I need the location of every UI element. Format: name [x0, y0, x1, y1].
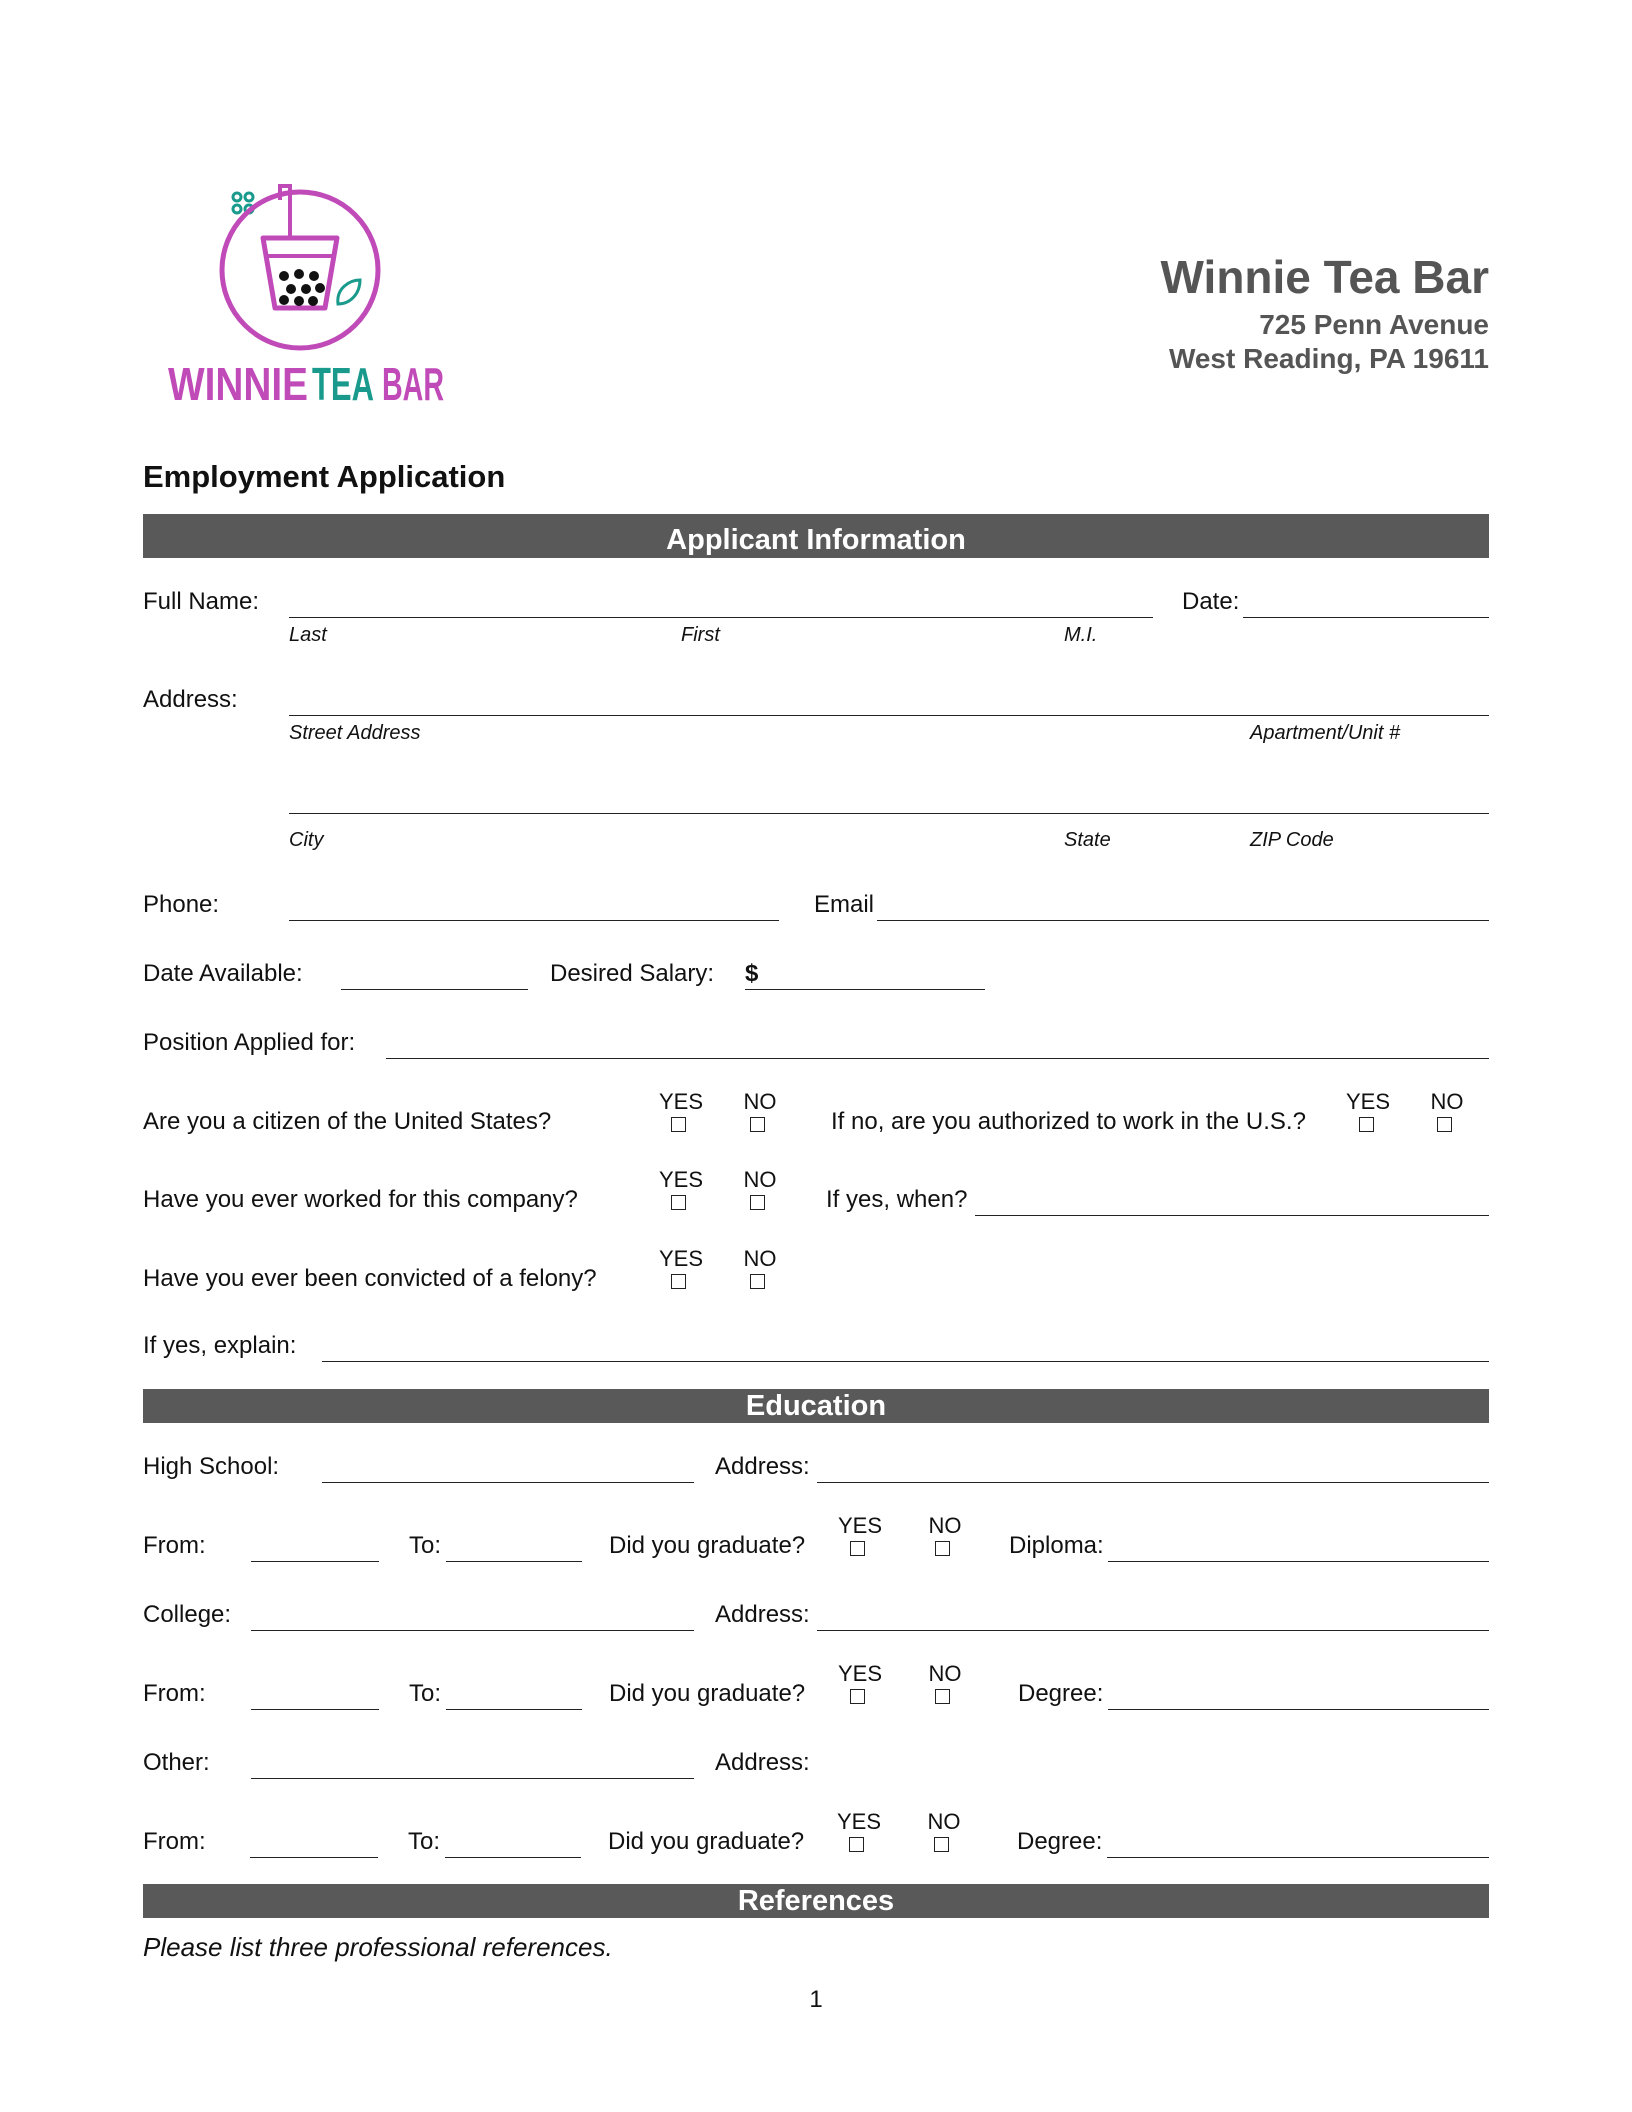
authorized-no-checkbox[interactable]: [1437, 1117, 1452, 1132]
other-no-checkbox[interactable]: [934, 1837, 949, 1852]
felony-no-checkbox[interactable]: [750, 1274, 765, 1289]
college-address-field[interactable]: [817, 1630, 1489, 1631]
felony-yes-label: YES: [658, 1246, 704, 1271]
logo-wordmark-tea: TEA: [312, 358, 374, 410]
other-degree-field[interactable]: [1107, 1857, 1489, 1858]
high-school-yes-label: YES: [837, 1513, 883, 1538]
felony-explain-label: If yes, explain:: [143, 1332, 297, 1359]
section-header-references: References: [143, 1884, 1489, 1918]
college-label: College:: [143, 1601, 232, 1628]
first-name-hint: First: [681, 624, 720, 646]
college-yes-label: YES: [837, 1661, 883, 1686]
date-field[interactable]: [1243, 617, 1489, 618]
college-field[interactable]: [251, 1630, 694, 1631]
bubble-tea-logo-icon: [160, 180, 450, 420]
citizen-yes-label: YES: [658, 1089, 704, 1114]
diploma-label: Diploma:: [1009, 1532, 1104, 1559]
worked-when-label: If yes, when?: [826, 1186, 968, 1213]
city-state-zip-field[interactable]: [289, 813, 1489, 814]
street-address-field[interactable]: [289, 715, 1489, 716]
felony-yes-checkbox[interactable]: [671, 1274, 686, 1289]
logo-wordmark-winnie: WINNIE: [168, 358, 308, 410]
address-label: Address:: [143, 686, 238, 713]
college-no-label: NO: [928, 1661, 962, 1686]
felony-no-label: NO: [743, 1246, 777, 1271]
desired-salary-field[interactable]: [745, 989, 985, 990]
email-label: Email: [814, 891, 875, 918]
other-yes-label: YES: [836, 1809, 882, 1834]
high-school-address-field[interactable]: [817, 1482, 1489, 1483]
high-school-to-label: To:: [409, 1532, 442, 1559]
high-school-no-label: NO: [928, 1513, 962, 1538]
high-school-to-field[interactable]: [446, 1561, 582, 1562]
citizen-yes-checkbox[interactable]: [671, 1117, 686, 1132]
college-no-checkbox[interactable]: [935, 1689, 950, 1704]
date-available-field[interactable]: [341, 989, 528, 990]
felony-explain-field[interactable]: [322, 1361, 1489, 1362]
other-to-label: To:: [408, 1828, 441, 1855]
email-field[interactable]: [877, 920, 1489, 921]
authorized-yes-label: YES: [1345, 1089, 1391, 1114]
citizen-question: Are you a citizen of the United States?: [143, 1108, 552, 1135]
phone-label: Phone:: [143, 891, 220, 918]
college-from-label: From:: [143, 1680, 206, 1707]
position-applied-label: Position Applied for:: [143, 1029, 356, 1056]
other-graduate-question: Did you graduate?: [608, 1828, 805, 1855]
authorized-yes-checkbox[interactable]: [1359, 1117, 1374, 1132]
apartment-unit-hint: Apartment/Unit #: [1250, 722, 1401, 744]
section-header-applicant: Applicant Information: [143, 514, 1489, 558]
citizen-no-label: NO: [743, 1089, 777, 1114]
worked-yes-label: YES: [658, 1167, 704, 1192]
high-school-yes-checkbox[interactable]: [850, 1541, 865, 1556]
college-to-label: To:: [409, 1680, 442, 1707]
other-school-label: Other:: [143, 1749, 210, 1776]
college-degree-field[interactable]: [1108, 1709, 1489, 1710]
high-school-no-checkbox[interactable]: [935, 1541, 950, 1556]
company-name: Winnie Tea Bar: [1160, 251, 1489, 303]
company-logo: [160, 180, 450, 420]
authorized-no-label: NO: [1430, 1089, 1464, 1114]
worked-no-checkbox[interactable]: [750, 1195, 765, 1210]
desired-salary-label: Desired Salary:: [550, 960, 715, 987]
worked-no-label: NO: [743, 1167, 777, 1192]
other-address-label: Address:: [715, 1749, 810, 1776]
document-title: Employment Application: [143, 459, 506, 494]
references-instruction: Please list three professional references.: [143, 1932, 613, 1962]
authorized-question: If no, are you authorized to work in the U.S.?: [831, 1108, 1306, 1135]
page-number: 1: [809, 1986, 823, 2013]
logo-wordmark-bar: BAR: [382, 358, 444, 410]
other-yes-checkbox[interactable]: [849, 1837, 864, 1852]
college-graduate-question: Did you graduate?: [609, 1680, 806, 1707]
other-degree-label: Degree:: [1017, 1828, 1103, 1855]
high-school-from-field[interactable]: [251, 1561, 379, 1562]
high-school-field[interactable]: [322, 1482, 694, 1483]
other-from-field[interactable]: [250, 1857, 378, 1858]
high-school-address-label: Address:: [715, 1453, 810, 1480]
college-yes-checkbox[interactable]: [850, 1689, 865, 1704]
position-applied-field[interactable]: [386, 1058, 1489, 1059]
city-hint: City: [289, 829, 324, 851]
high-school-graduate-question: Did you graduate?: [609, 1532, 806, 1559]
date-available-label: Date Available:: [143, 960, 303, 987]
college-address-label: Address:: [715, 1601, 810, 1628]
worked-when-field[interactable]: [975, 1215, 1489, 1216]
company-city-line: West Reading, PA 19611: [1168, 343, 1489, 374]
state-hint: State: [1064, 829, 1111, 851]
dollar-sign: $: [745, 960, 759, 987]
full-name-field[interactable]: [289, 617, 1153, 618]
felony-question: Have you ever been convicted of a felony?: [143, 1265, 597, 1292]
zip-code-hint: ZIP Code: [1250, 829, 1334, 851]
college-degree-label: Degree:: [1018, 1680, 1104, 1707]
middle-initial-hint: M.I.: [1064, 624, 1098, 646]
worked-yes-checkbox[interactable]: [671, 1195, 686, 1210]
date-label: Date:: [1182, 588, 1240, 615]
street-address-hint: Street Address: [289, 722, 421, 744]
high-school-label: High School:: [143, 1453, 280, 1480]
college-to-field[interactable]: [446, 1709, 582, 1710]
other-to-field[interactable]: [445, 1857, 581, 1858]
section-header-education: Education: [143, 1389, 1489, 1423]
college-from-field[interactable]: [251, 1709, 379, 1710]
high-school-from-label: From:: [143, 1532, 206, 1559]
citizen-no-checkbox[interactable]: [750, 1117, 765, 1132]
other-no-label: NO: [927, 1809, 961, 1834]
worked-question: Have you ever worked for this company?: [143, 1186, 578, 1213]
diploma-field[interactable]: [1108, 1561, 1489, 1562]
full-name-label: Full Name:: [143, 588, 260, 615]
other-school-field[interactable]: [251, 1778, 694, 1779]
phone-field[interactable]: [289, 920, 779, 921]
last-name-hint: Last: [289, 624, 327, 646]
other-from-label: From:: [143, 1828, 206, 1855]
company-street: 725 Penn Avenue: [1259, 309, 1489, 340]
